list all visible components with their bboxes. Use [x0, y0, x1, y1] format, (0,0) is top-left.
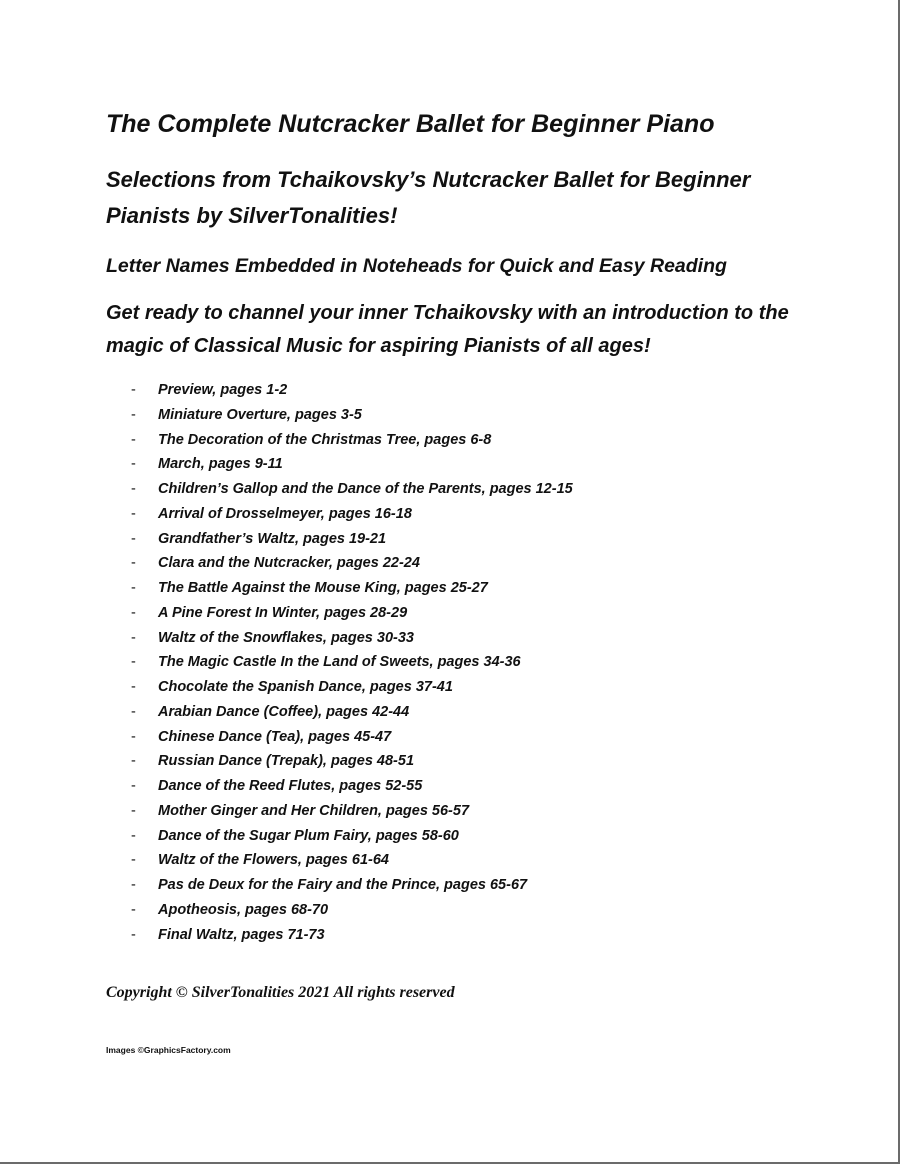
piece-title: A Pine Forest In Winter, pages 28-29 — [158, 604, 408, 621]
list-bullet: - — [131, 481, 136, 497]
list-bullet: - — [131, 530, 136, 547]
list-bullet: - — [131, 901, 136, 918]
piece-title: Mother Ginger and Her Children, pages 56-57 — [158, 802, 470, 819]
list-bullet: - — [131, 926, 136, 943]
page-title: The Complete Nutcracker Ballet for Beginner Piano — [106, 110, 715, 138]
piece-title: Dance of the Reed Flutes, pages 52-55 — [158, 778, 423, 794]
list-bullet: - — [131, 654, 136, 671]
piece-title: Waltz of the Snowflakes, pages 30-33 — [158, 629, 414, 646]
list-bullet: - — [131, 679, 136, 695]
copyright-notice: Copyright © SilverTonalities 2021 All rights reserved — [106, 984, 455, 1001]
piece-title: Children’s Gallop and the Dance of the Parents, pages 12-15 — [158, 481, 573, 497]
piece-title: Apotheosis, pages 68-70 — [158, 901, 329, 918]
list-bullet: - — [131, 703, 136, 720]
piece-title: The Decoration of the Christmas Tree, pages 6-8 — [158, 431, 492, 448]
list-bullet: - — [131, 778, 136, 794]
page-subtitle: Selections from Tchaikovsky’s Nutcracker Ballet for Beginner Pianists by SilverTonalities! — [106, 167, 751, 228]
piece-title: Miniature Overture, pages 3-5 — [158, 406, 362, 423]
list-bullet: - — [131, 827, 136, 844]
list-bullet: - — [131, 406, 136, 423]
list-bullet: - — [131, 580, 136, 596]
list-bullet: - — [131, 604, 136, 621]
list-bullet: - — [131, 382, 136, 398]
list-bullet: - — [131, 728, 136, 745]
piece-title: The Battle Against the Mouse King, pages 25-27 — [158, 580, 488, 596]
piece-title: Pas de Deux for the Fairy and the Prince, pages 65-67 — [158, 877, 528, 893]
piece-title: Chocolate the Spanish Dance, pages 37-41 — [158, 679, 453, 695]
piece-title: Final Waltz, pages 71-73 — [158, 926, 325, 943]
piece-title: The Magic Castle In the Land of Sweets, pages 34-36 — [158, 654, 521, 671]
intro-text: Get ready to channel your inner Tchaikovsky with an introduction to the magic of Classical Music for aspiring Pianists of all ages! — [106, 302, 789, 357]
piece-title: Chinese Dance (Tea), pages 45-47 — [158, 728, 392, 745]
piece-title: Arabian Dance (Coffee), pages 42-44 — [158, 703, 410, 720]
piece-title: Russian Dance (Trepak), pages 48-51 — [158, 753, 415, 770]
image-credits: Images ©GraphicsFactory.com — [106, 1045, 231, 1055]
piece-title: Grandfather’s Waltz, pages 19-21 — [158, 530, 387, 547]
list-bullet: - — [131, 852, 136, 869]
list-bullet: - — [131, 555, 136, 572]
letter-names-note: Letter Names Embedded in Noteheads for Quick and Easy Reading — [106, 255, 727, 277]
piece-title: Dance of the Sugar Plum Fairy, pages 58-60 — [158, 827, 459, 844]
list-bullet: - — [131, 877, 136, 893]
piece-title: Arrival of Drosselmeyer, pages 16-18 — [158, 505, 412, 522]
piece-title: Clara and the Nutcracker, pages 22-24 — [158, 555, 420, 572]
list-bullet: - — [131, 431, 136, 448]
list-bullet: - — [131, 456, 136, 473]
list-bullet: - — [131, 629, 136, 646]
piece-title: Preview, pages 1-2 — [158, 382, 288, 398]
list-bullet: - — [131, 505, 136, 522]
list-bullet: - — [131, 802, 136, 819]
piece-title: March, pages 9-11 — [158, 456, 283, 473]
list-bullet: - — [131, 753, 136, 770]
piece-title: Waltz of the Flowers, pages 61-64 — [158, 852, 389, 869]
